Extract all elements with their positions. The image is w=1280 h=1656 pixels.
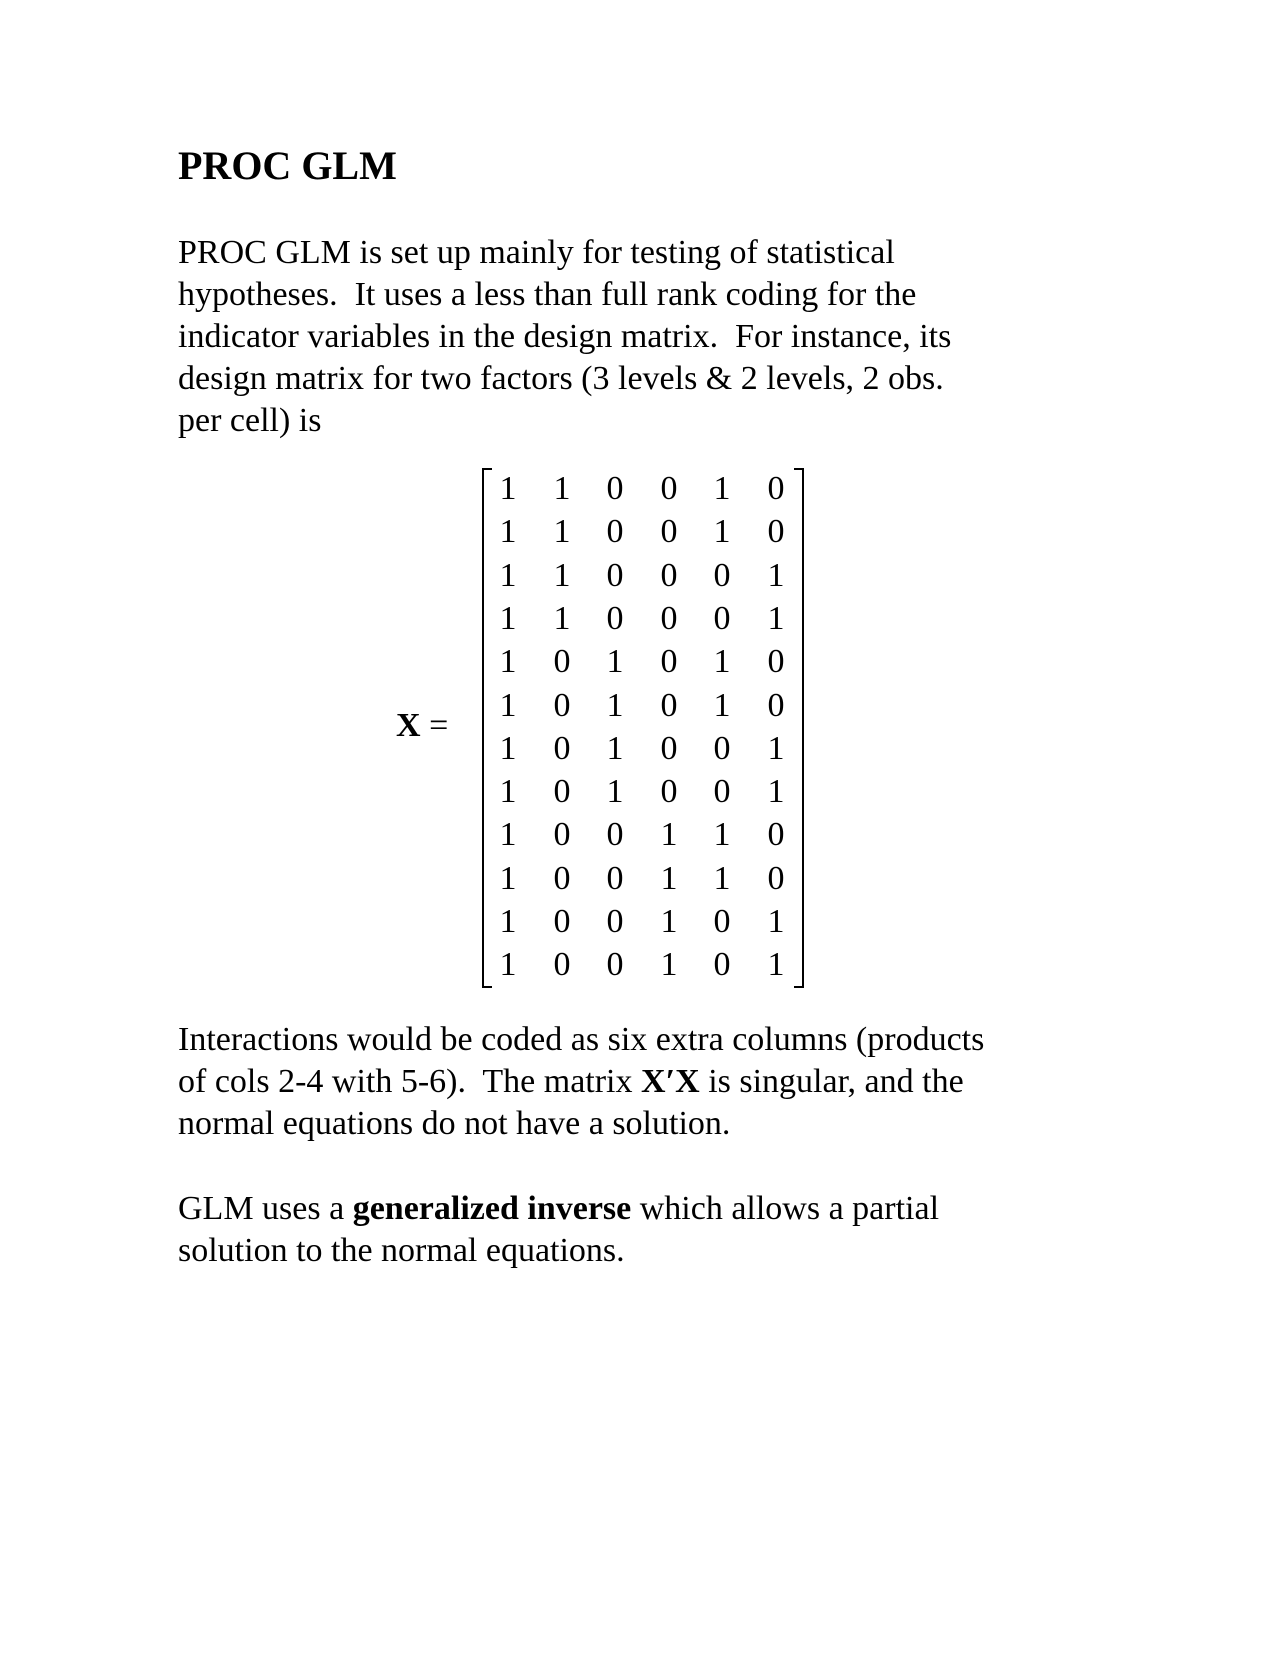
matrix-cell: 1 [553, 470, 571, 507]
matrix-cell: 0 [713, 599, 731, 637]
matrix-cell: 1 [713, 643, 731, 681]
matrix-label [396, 707, 448, 745]
matrix-cell: 0 [606, 946, 624, 984]
paragraph1-line: design matrix for two factors (3 levels & 2 levels, 2 obs. [178, 360, 944, 397]
matrix-cell: 1 [499, 643, 517, 681]
matrix-cell: 0 [713, 946, 731, 984]
matrix-cell: 0 [606, 903, 624, 940]
matrix-cell: 0 [553, 946, 571, 984]
matrix-cell: 0 [606, 816, 624, 854]
matrix-cell: 0 [553, 859, 571, 897]
matrix-cell: 1 [606, 773, 624, 811]
matrix-cell: 1 [499, 556, 517, 594]
matrix-cell: 0 [660, 513, 678, 551]
emphasis-term: generalized inverse [352, 1190, 632, 1227]
text: which allows a partial [631, 1190, 940, 1227]
matrix-cell: 1 [499, 859, 517, 897]
matrix-cell: 1 [660, 946, 678, 984]
matrix-cell: 1 [713, 686, 731, 724]
matrix-cell: 1 [767, 946, 785, 984]
matrix-cell: 0 [606, 599, 624, 637]
matrix-cell: 0 [767, 816, 785, 854]
matrix-cell: 0 [713, 729, 731, 767]
matrix-cell: 1 [767, 599, 785, 637]
matrix-cell: 0 [553, 643, 571, 681]
paragraph3-line [178, 1189, 939, 1229]
design-matrix [482, 468, 804, 988]
matrix-cell: 0 [767, 513, 785, 551]
paragraph2-line: normal equations do not have a solution. [178, 1105, 731, 1142]
paragraph1-line: per cell) is [178, 402, 322, 439]
matrix-cell: 1 [713, 513, 731, 551]
paragraph1-line: indicator variables in the design matrix. For instance, its [178, 318, 952, 355]
matrix-cell: 1 [767, 903, 785, 940]
matrix-cell: 0 [767, 859, 785, 897]
matrix-cell: 0 [660, 643, 678, 681]
matrix-cell: 0 [767, 686, 785, 724]
matrix-cell: 1 [553, 556, 571, 594]
right-bracket [794, 468, 804, 988]
matrix-cell: 1 [606, 729, 624, 767]
matrix-cell: 0 [660, 773, 678, 811]
matrix-cell: 0 [606, 859, 624, 897]
matrix-cell: 1 [499, 686, 517, 724]
matrix-cell: 1 [767, 729, 785, 767]
matrix-cell: 1 [499, 773, 517, 811]
equals-sign: = [420, 707, 449, 744]
matrix-cell: 0 [713, 773, 731, 811]
matrix-cell: 1 [660, 859, 678, 897]
paragraph1-line: PROC GLM is set up mainly for testing of statistical [178, 234, 895, 271]
paragraph3-line: solution to the normal equations. [178, 1232, 625, 1269]
matrix-cell: 0 [606, 513, 624, 551]
paragraph1-line: hypotheses. It uses a less than full rank coding for the [178, 276, 917, 313]
text: of cols 2-4 with 5-6). The matrix [178, 1063, 642, 1100]
matrix-cell: 1 [499, 903, 517, 940]
matrix-cell: 1 [499, 816, 517, 854]
matrix-cell: 1 [553, 513, 571, 551]
matrix-cell: 1 [660, 903, 678, 940]
matrix-cell: 0 [767, 643, 785, 681]
matrix-cell: 0 [713, 903, 731, 940]
paragraph2-line: Interactions would be coded as six extra columns (products [178, 1021, 985, 1058]
matrix-cell: 0 [713, 556, 731, 594]
paragraph2-line [178, 1062, 964, 1102]
matrix-cell: 1 [713, 816, 731, 854]
matrix-cell: 1 [713, 859, 731, 897]
matrix-cell: 1 [499, 946, 517, 984]
matrix-cell: 1 [767, 556, 785, 594]
page-title: PROC GLM [178, 143, 397, 188]
matrix-cell: 1 [606, 686, 624, 724]
matrix-cell: 0 [553, 729, 571, 767]
matrix-cell: 0 [660, 686, 678, 724]
matrix-cell: 1 [713, 470, 731, 507]
left-bracket [482, 468, 492, 988]
matrix-cell: 0 [660, 729, 678, 767]
xtx-symbol: X′X [641, 1063, 700, 1100]
text: GLM uses a [178, 1190, 353, 1227]
matrix-symbol: X [396, 707, 421, 744]
text: is singular, and the [699, 1063, 964, 1100]
matrix-cell: 0 [553, 686, 571, 724]
matrix-cell: 0 [660, 470, 678, 507]
matrix-cell: 0 [553, 773, 571, 811]
matrix-cell: 0 [767, 470, 785, 507]
matrix-cell: 1 [553, 599, 571, 637]
matrix-cell: 1 [499, 729, 517, 767]
matrix-cell: 1 [499, 599, 517, 637]
matrix-cell: 1 [660, 816, 678, 854]
matrix-cell: 0 [606, 470, 624, 507]
matrix-cell: 0 [553, 816, 571, 854]
matrix-cell: 0 [660, 556, 678, 594]
matrix-cell: 1 [499, 470, 517, 507]
matrix-cell: 0 [553, 903, 571, 940]
matrix-cell: 1 [606, 643, 624, 681]
matrix-cell: 1 [499, 513, 517, 551]
matrix-cell: 0 [660, 599, 678, 637]
matrix-cell: 1 [767, 773, 785, 811]
matrix-cell: 0 [606, 556, 624, 594]
